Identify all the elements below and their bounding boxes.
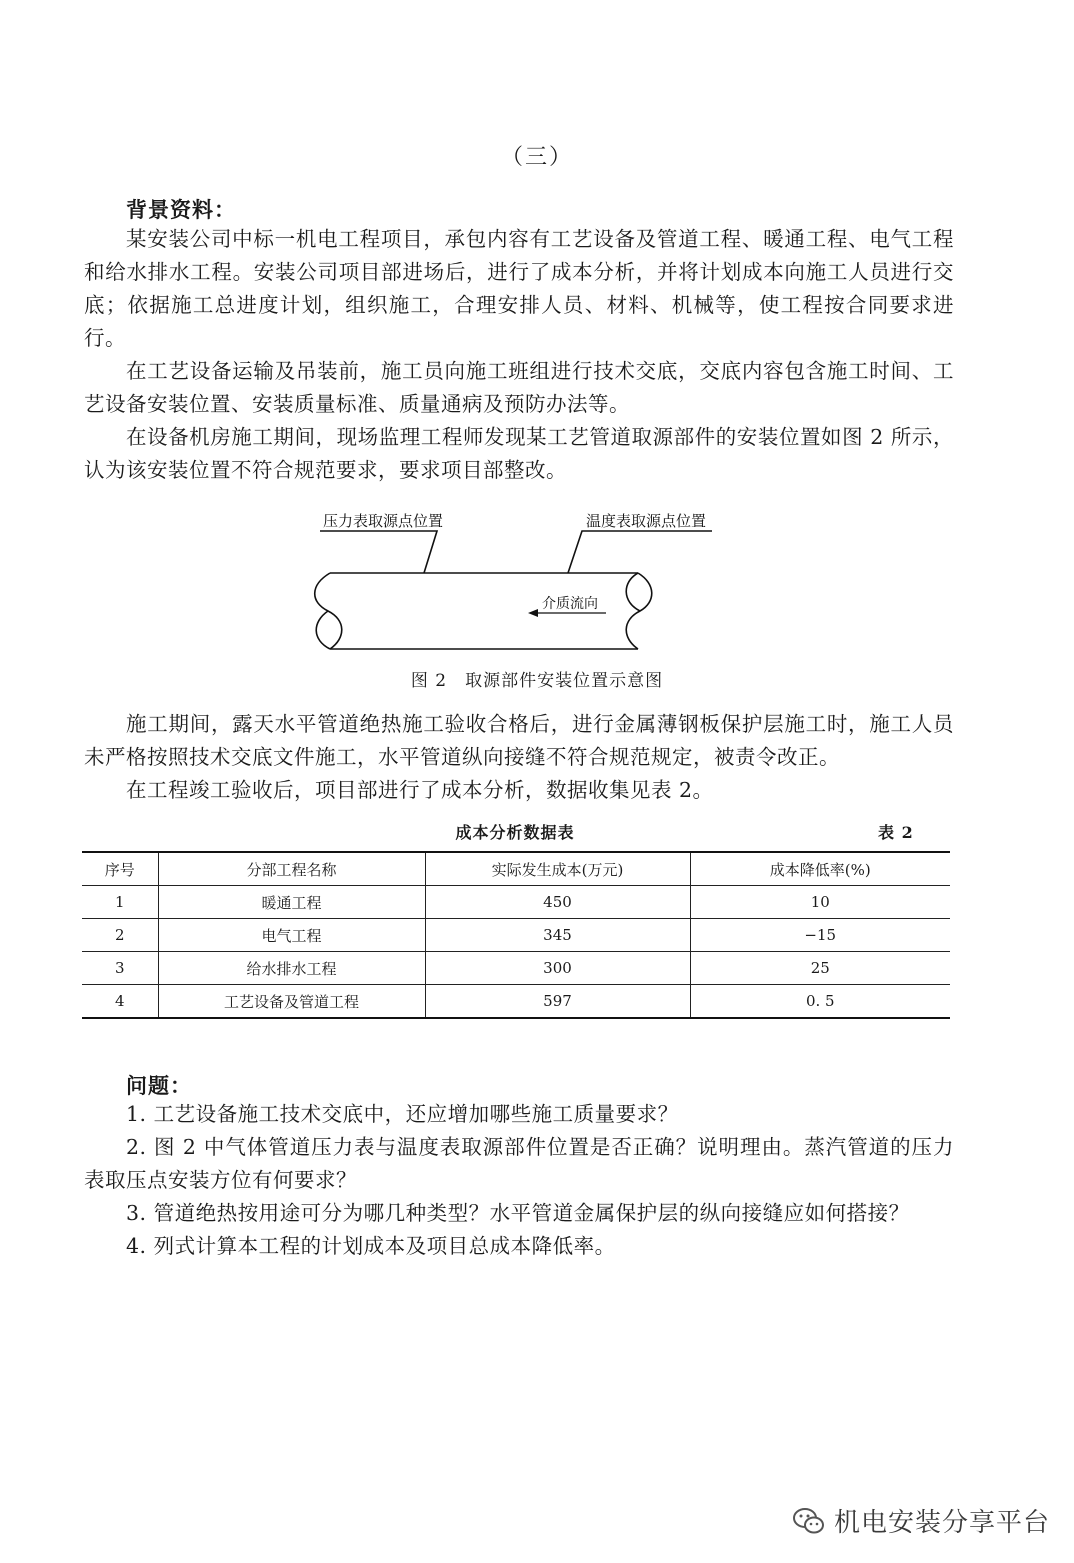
header-project-name: 分部工程名称 (158, 852, 425, 886)
background-label: 背景资料： (126, 197, 236, 222)
cell-actual-cost: 450 (425, 886, 690, 919)
background-paragraph-1: 某安装公司中标一机电工程项目，承包内容有工艺设备及管道工程、暖通工程、电气工程和给水排水工程。安装公司项目部进场后，进行了成本分析，并将计划成本向施工人员进行交底；依据施工总进度计划，组织施工，合理安排人员、材料、机械等，使工程按合同要求进行。 (84, 227, 954, 350)
cell-index: 4 (82, 985, 158, 1019)
cell-actual-cost: 300 (425, 952, 690, 985)
table-number: 表 2 (878, 823, 914, 842)
pressure-leader-line (320, 531, 437, 573)
header-index: 序号 (82, 852, 158, 886)
figure-2-pipe-diagram (0, 0, 1074, 700)
table-row (82, 919, 950, 952)
pipe-left-break-inner (316, 611, 330, 649)
watermark (792, 1502, 1050, 1539)
section-heading: （三） (500, 145, 573, 170)
flow-direction-label: 介质流向 (542, 596, 598, 612)
cell-index: 1 (82, 886, 158, 919)
after-paragraph-2: 在工程竣工验收后，项目部进行了成本分析，数据收集见表 2。 (126, 778, 714, 802)
temperature-label: 温度表取源点位置 (586, 512, 707, 530)
cell-project-name: 电气工程 (158, 919, 425, 952)
pipe-right-break-inner (626, 573, 640, 611)
cell-index: 3 (82, 952, 158, 985)
questions-label: 问题： (126, 1073, 192, 1098)
question-2: 2. 图 2 中气体管道压力表与温度表取源部件位置是否正确？说明理由。蒸汽管道的压力表取压点安装方位有何要求？ (84, 1135, 954, 1192)
cell-actual-cost: 345 (425, 919, 690, 952)
cell-reduction-rate: 0. 5 (690, 985, 950, 1019)
background-paragraph-2: 在工艺设备运输及吊装前，施工员向施工班组进行技术交底，交底内容包含施工时间、工艺设备安装位置、安装质量标准、质量通病及预防办法等。 (84, 359, 954, 416)
after-paragraph-1: 施工期间，露天水平管道绝热施工验收合格后，进行金属薄钢板保护层施工时，施工人员未严格按照技术交底文件施工，水平管道纵向接缝不符合规范规定，被责令改正。 (84, 712, 954, 769)
table-row (82, 886, 950, 919)
cell-reduction-rate: 25 (690, 952, 950, 985)
cell-reduction-rate: 10 (690, 886, 950, 919)
background-paragraph-3: 在设备机房施工期间，现场监理工程师发现某工艺管道取源部件的安装位置如图 2 所示，认为该安装位置不符合规范要求，要求项目部整改。 (84, 425, 954, 482)
wechat-icon (792, 1506, 826, 1536)
cell-project-name: 暖通工程 (158, 886, 425, 919)
cell-actual-cost: 597 (425, 985, 690, 1019)
watermark-text: 机电安装分享平台 (834, 1508, 1051, 1538)
pipe-left-break (315, 573, 342, 649)
pressure-label: 压力表取源点位置 (323, 512, 444, 530)
table-title: 成本分析数据表 (455, 823, 575, 842)
cell-reduction-rate: −15 (690, 919, 950, 952)
table-row (82, 952, 950, 985)
figure-caption: 图 2 取源部件安装位置示意图 (410, 671, 664, 691)
temperature-leader-line (568, 531, 712, 573)
question-1: 1. 工艺设备施工技术交底中，还应增加哪些施工质量要求？ (126, 1102, 679, 1126)
cell-project-name: 给水排水工程 (158, 952, 425, 985)
question-4: 4. 列式计算本工程的计划成本及项目总成本降低率。 (126, 1234, 616, 1258)
table-header-row (82, 852, 950, 886)
header-reduction-rate: 成本降低率(%) (690, 852, 950, 886)
cell-index: 2 (82, 919, 158, 952)
cell-project-name: 工艺设备及管道工程 (158, 985, 425, 1019)
flow-arrow-head (528, 609, 538, 617)
table-row (82, 985, 950, 1019)
question-3: 3. 管道绝热按用途可分为哪几种类型？水平管道金属保护层的纵向接缝应如何搭接？ (126, 1201, 910, 1225)
cost-analysis-table (82, 851, 950, 1019)
header-actual-cost: 实际发生成本(万元) (425, 852, 690, 886)
